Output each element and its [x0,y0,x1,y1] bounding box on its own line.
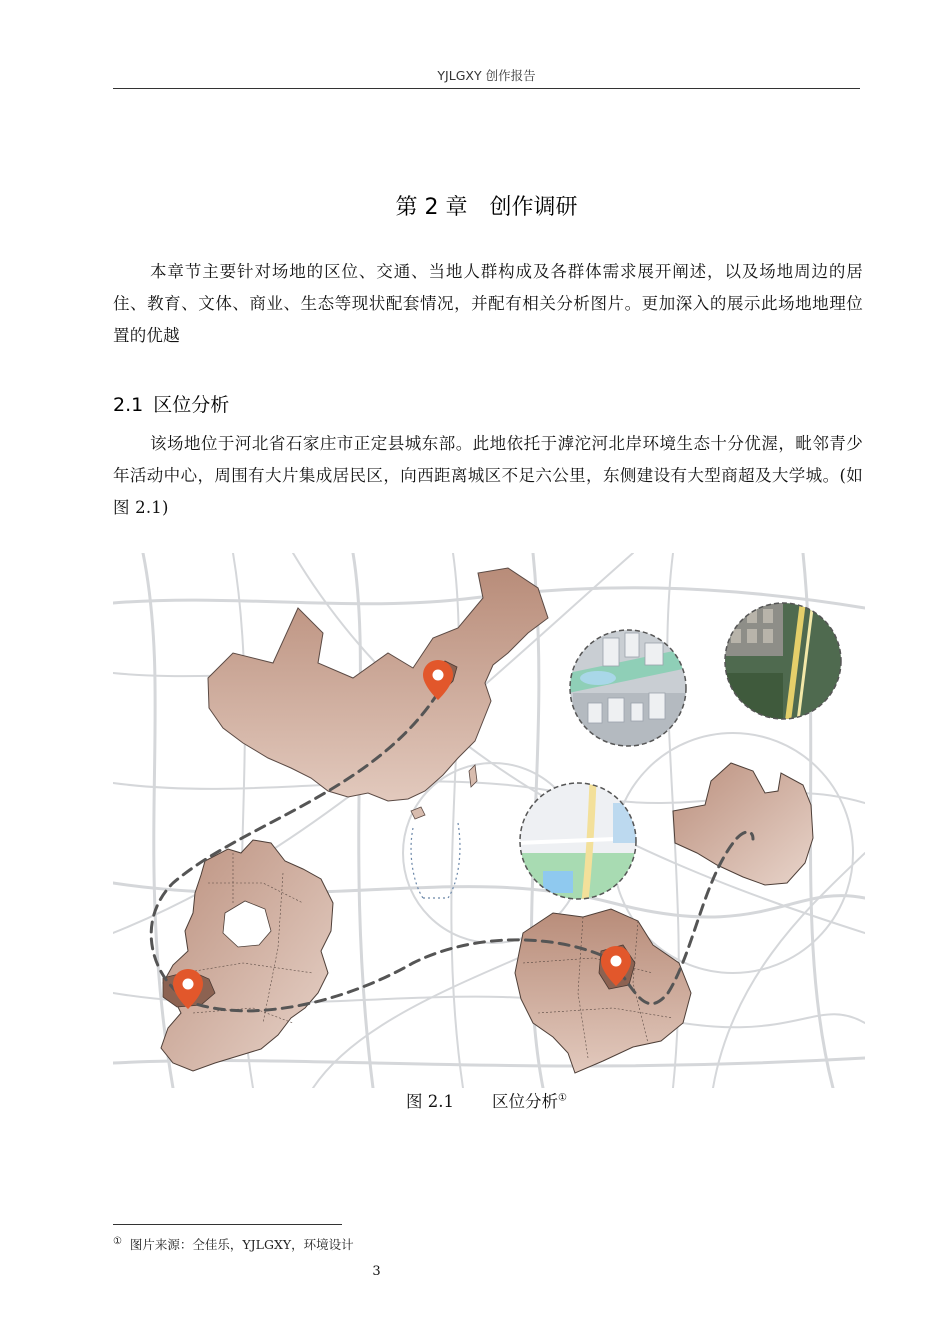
footnote-rule [113,1224,342,1225]
page-header: YJLGXY 创作报告 [437,68,536,83]
footnote-reference[interactable]: ① [558,1092,567,1104]
intro-paragraph: 本章节主要针对场地的区位、交通、当地人群构成及各群体需求展开阐述，以及场地周边的居住、教育、文体、商业、生态等现状配套情况，并配有相关分析图片。更加深入的展示此场地地理位置的优越 [113,262,863,345]
satellite-view [723,601,843,721]
location-map-graphic [113,553,865,1088]
chapter-title [113,190,860,221]
page-number: 3 [372,1264,381,1279]
chapter-number: 第 2 章 [395,195,468,220]
header-rule [113,88,860,89]
hebei-map [161,840,333,1071]
chapter-name: 创作调研 [489,195,578,220]
section-heading [113,390,229,417]
footnote [113,1235,354,1253]
location-analysis-figure [113,553,865,1088]
caption-label: 图 2.1 [406,1092,455,1111]
section-paragraph: 该场地位于河北省石家庄市正定县城东部。此地依托于滹沱河北岸环境生态十分优渥，毗邻青少年活动中心，周围有大片集成居民区，向西距离城区不足六公里，东侧建设有大型商超及大学城。(如图 2.1) [113,434,863,517]
shijiazhuang-map [515,909,691,1073]
footnote-text: 图片来源：仝佳乐，YJLGXY，环境设计 [129,1237,354,1252]
section-name: 区位分析 [153,394,230,416]
zhengding-map [673,763,813,885]
section-number: 2.1 [113,394,144,416]
taiwan [469,765,477,787]
caption-text: 区位分析 [492,1092,559,1111]
footnote-marker: ① [113,1235,122,1247]
figure-caption [113,1088,860,1112]
hainan [411,807,425,819]
